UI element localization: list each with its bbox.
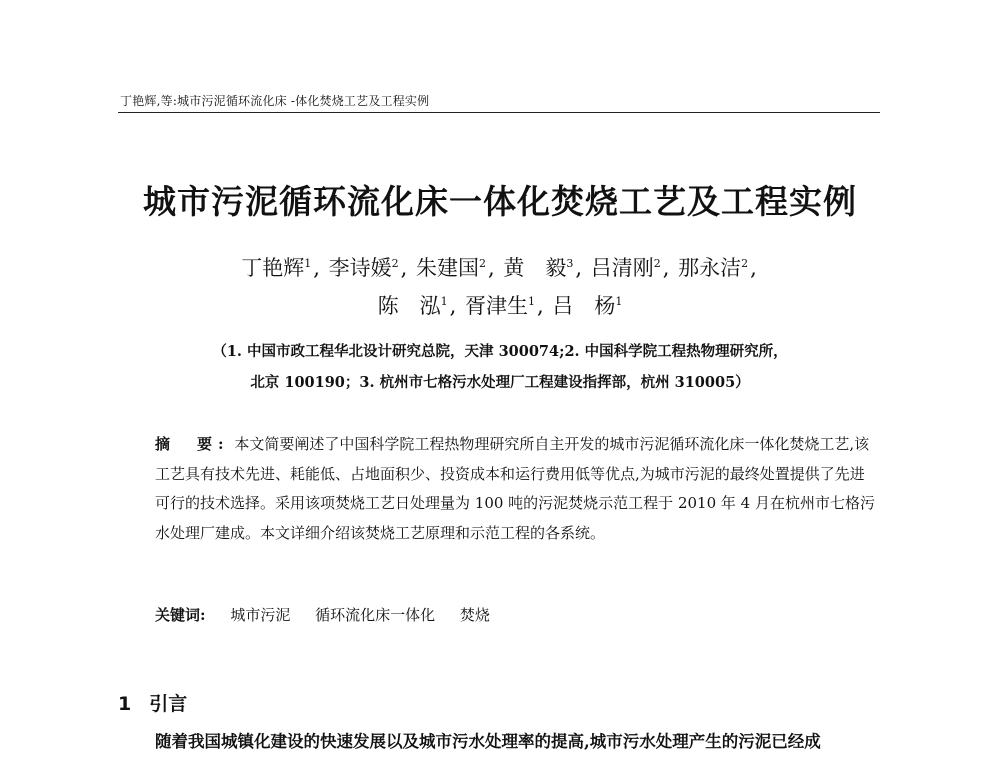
authors-line-1	[0, 252, 1000, 282]
author: 胥津生	[465, 294, 528, 318]
author-separator: ,	[487, 256, 495, 280]
affiliation-line-1: （1. 中国市政工程华北设计研究总院，天津 300074;2. 中国科学院工程热物理研究所，	[212, 343, 788, 360]
author: 李诗媛	[328, 256, 392, 280]
section-number: 1	[118, 693, 132, 715]
keyword: 焚烧	[459, 606, 490, 624]
authors-line-2	[0, 290, 1000, 320]
author-affil-sup: 2	[653, 257, 661, 270]
abstract-text: 本文简要阐述了中国科学院工程热物理研究所自主开发的城市污泥循环流化床一体化焚烧工艺,该工艺具有技术先进、耗能低、占地面积少、投资成本和运行费用低等优点,为城市污泥的最终处置提供了先进可行的技术选择。采用该项焚烧工艺日处理量为 100 吨的污泥焚烧示范工程于 2010 年 4 月在杭州市七格污水处理厂建成。本文详细介绍该焚烧工艺原理和示范工程的各系统。	[155, 435, 875, 542]
running-header: 丁艳辉,等:城市污泥循环流化床 -体化焚烧工艺及工程实例	[120, 94, 430, 108]
author-separator: ,	[750, 256, 757, 280]
section-title: 引言	[149, 693, 188, 715]
author: 吕 杨	[552, 294, 616, 318]
author-separator: ,	[575, 256, 583, 280]
abstract	[155, 430, 875, 548]
author: 陈 泓	[377, 294, 441, 318]
abstract-label: 摘 要:	[155, 435, 230, 453]
author-separator: ,	[400, 256, 408, 280]
affiliation-line-2: 北京 100190；3. 杭州市七格污水处理厂工程建设指挥部，杭州 310005）	[250, 374, 750, 391]
author: 黄 毅	[503, 256, 567, 280]
author-affil-sup: 2	[391, 257, 399, 270]
author-affil-sup: 2	[741, 257, 749, 270]
keywords-label: 关键词:	[155, 606, 206, 624]
author-affil-sup: 1	[440, 295, 448, 308]
paper-title: 城市污泥循环流化床一体化焚烧工艺及工程实例	[143, 182, 857, 221]
author-affil-sup: 3	[566, 257, 574, 270]
author: 那永洁	[678, 256, 742, 280]
body-paragraph: 随着我国城镇化建设的快速发展以及城市污水处理率的提高,城市污水处理产生的污泥已经成	[155, 732, 821, 751]
author-separator: ,	[662, 256, 670, 280]
keywords	[155, 604, 490, 625]
author-affil-sup: 2	[478, 257, 486, 270]
author-affil-sup: 1	[304, 257, 312, 270]
keyword: 城市污泥	[230, 606, 291, 624]
author-separator: ,	[313, 256, 320, 280]
keyword: 循环流化床一体化	[315, 606, 436, 624]
section-heading	[118, 689, 187, 716]
author-affil-sup: 1	[615, 295, 623, 308]
author-separator: ,	[537, 294, 544, 318]
author: 朱建国	[415, 256, 479, 280]
author-separator: ,	[449, 294, 457, 318]
header-rule	[118, 112, 880, 113]
author-affil-sup: 1	[528, 295, 535, 308]
author: 吕清刚	[590, 256, 654, 280]
author: 丁艳辉	[241, 256, 305, 280]
